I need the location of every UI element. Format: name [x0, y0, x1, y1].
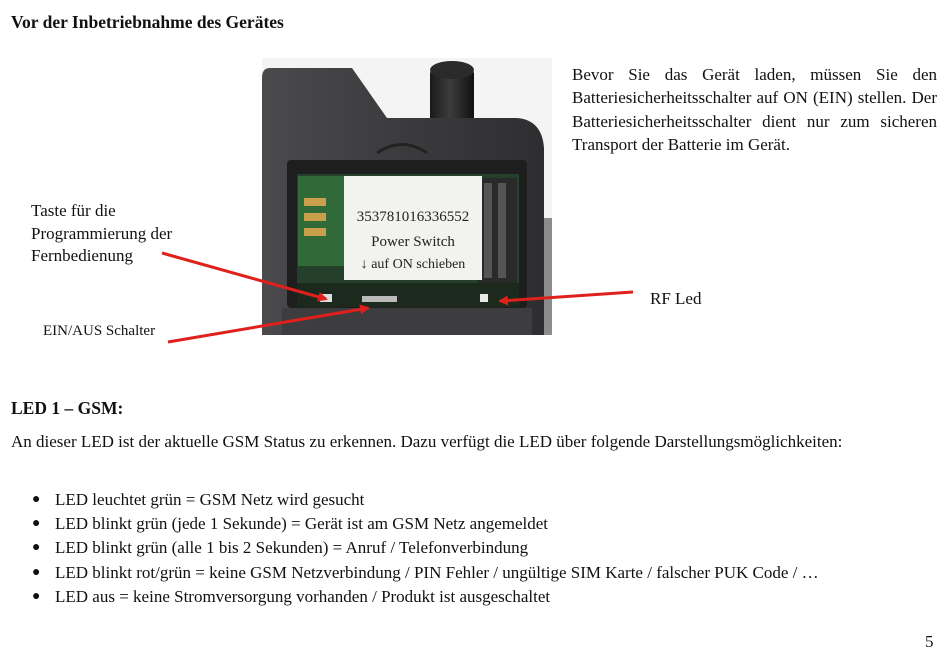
bullet-icon: ●: [32, 540, 41, 556]
list-item-text: LED blinkt grün (jede 1 Sekunde) = Gerät ist am GSM Netz angemeldet: [55, 514, 549, 534]
callout-on-off-switch: EIN/AUS Schalter: [43, 323, 156, 339]
bullet-icon: ●: [32, 588, 41, 604]
sticker-serial: 353781016336552: [356, 209, 470, 225]
callout-remote-programming-button: [31, 200, 231, 268]
page-number: 5: [925, 632, 934, 651]
bullet-icon: ●: [32, 492, 41, 507]
page-title: Vor der Inbetriebnahme des Gerätes: [11, 12, 284, 32]
callout-rf-led: RF Led: [650, 289, 702, 308]
list-item: [11, 488, 946, 512]
list-item: [11, 512, 946, 536]
section-heading: LED 1 – GSM:: [11, 398, 124, 418]
bullet-icon: ●: [32, 516, 41, 532]
bullet-icon: ●: [32, 564, 41, 580]
callout-taste-line2: Programmierung der: [31, 223, 173, 243]
callout-taste-line3: Fernbedienung: [31, 246, 133, 265]
list-item-text: LED aus = keine Stromversorgung vorhanden / Produkt ist ausgeschaltet: [55, 586, 551, 606]
device-photo: [262, 58, 552, 335]
list-item: [11, 536, 946, 560]
list-item-text: LED blinkt grün (alle 1 bis 2 Sekunden) = Anruf / Telefonverbindung: [55, 538, 529, 558]
list-item-text: LED leuchtet grün = GSM Netz wird gesucht: [55, 490, 365, 509]
section-description: An dieser LED ist der aktuelle GSM Status zu erkennen. Dazu verfügt die LED über folgende Darstellungsmöglichkeiten:: [11, 432, 843, 451]
list-item: [11, 561, 946, 585]
sticker-instruction: ↓ auf ON schieben: [360, 257, 466, 272]
callout-taste-line1: Taste für die: [31, 201, 116, 220]
led-status-list: [11, 488, 946, 609]
intro-paragraph: Bevor Sie das Gerät laden, müssen Sie den Batteriesicherheitsschalter auf ON (EIN) stellen. Der Batteriesicherheitsschalter dient nur zum sicheren Transport der Batterie im Gerät.: [572, 65, 937, 154]
list-item-text: LED blinkt rot/grün = keine GSM Netzverbindung / PIN Fehler / ungültige SIM Karte / falscher PUK Code / …: [55, 562, 819, 582]
sticker-power-switch: Power Switch: [371, 234, 455, 250]
list-item: [11, 585, 946, 609]
